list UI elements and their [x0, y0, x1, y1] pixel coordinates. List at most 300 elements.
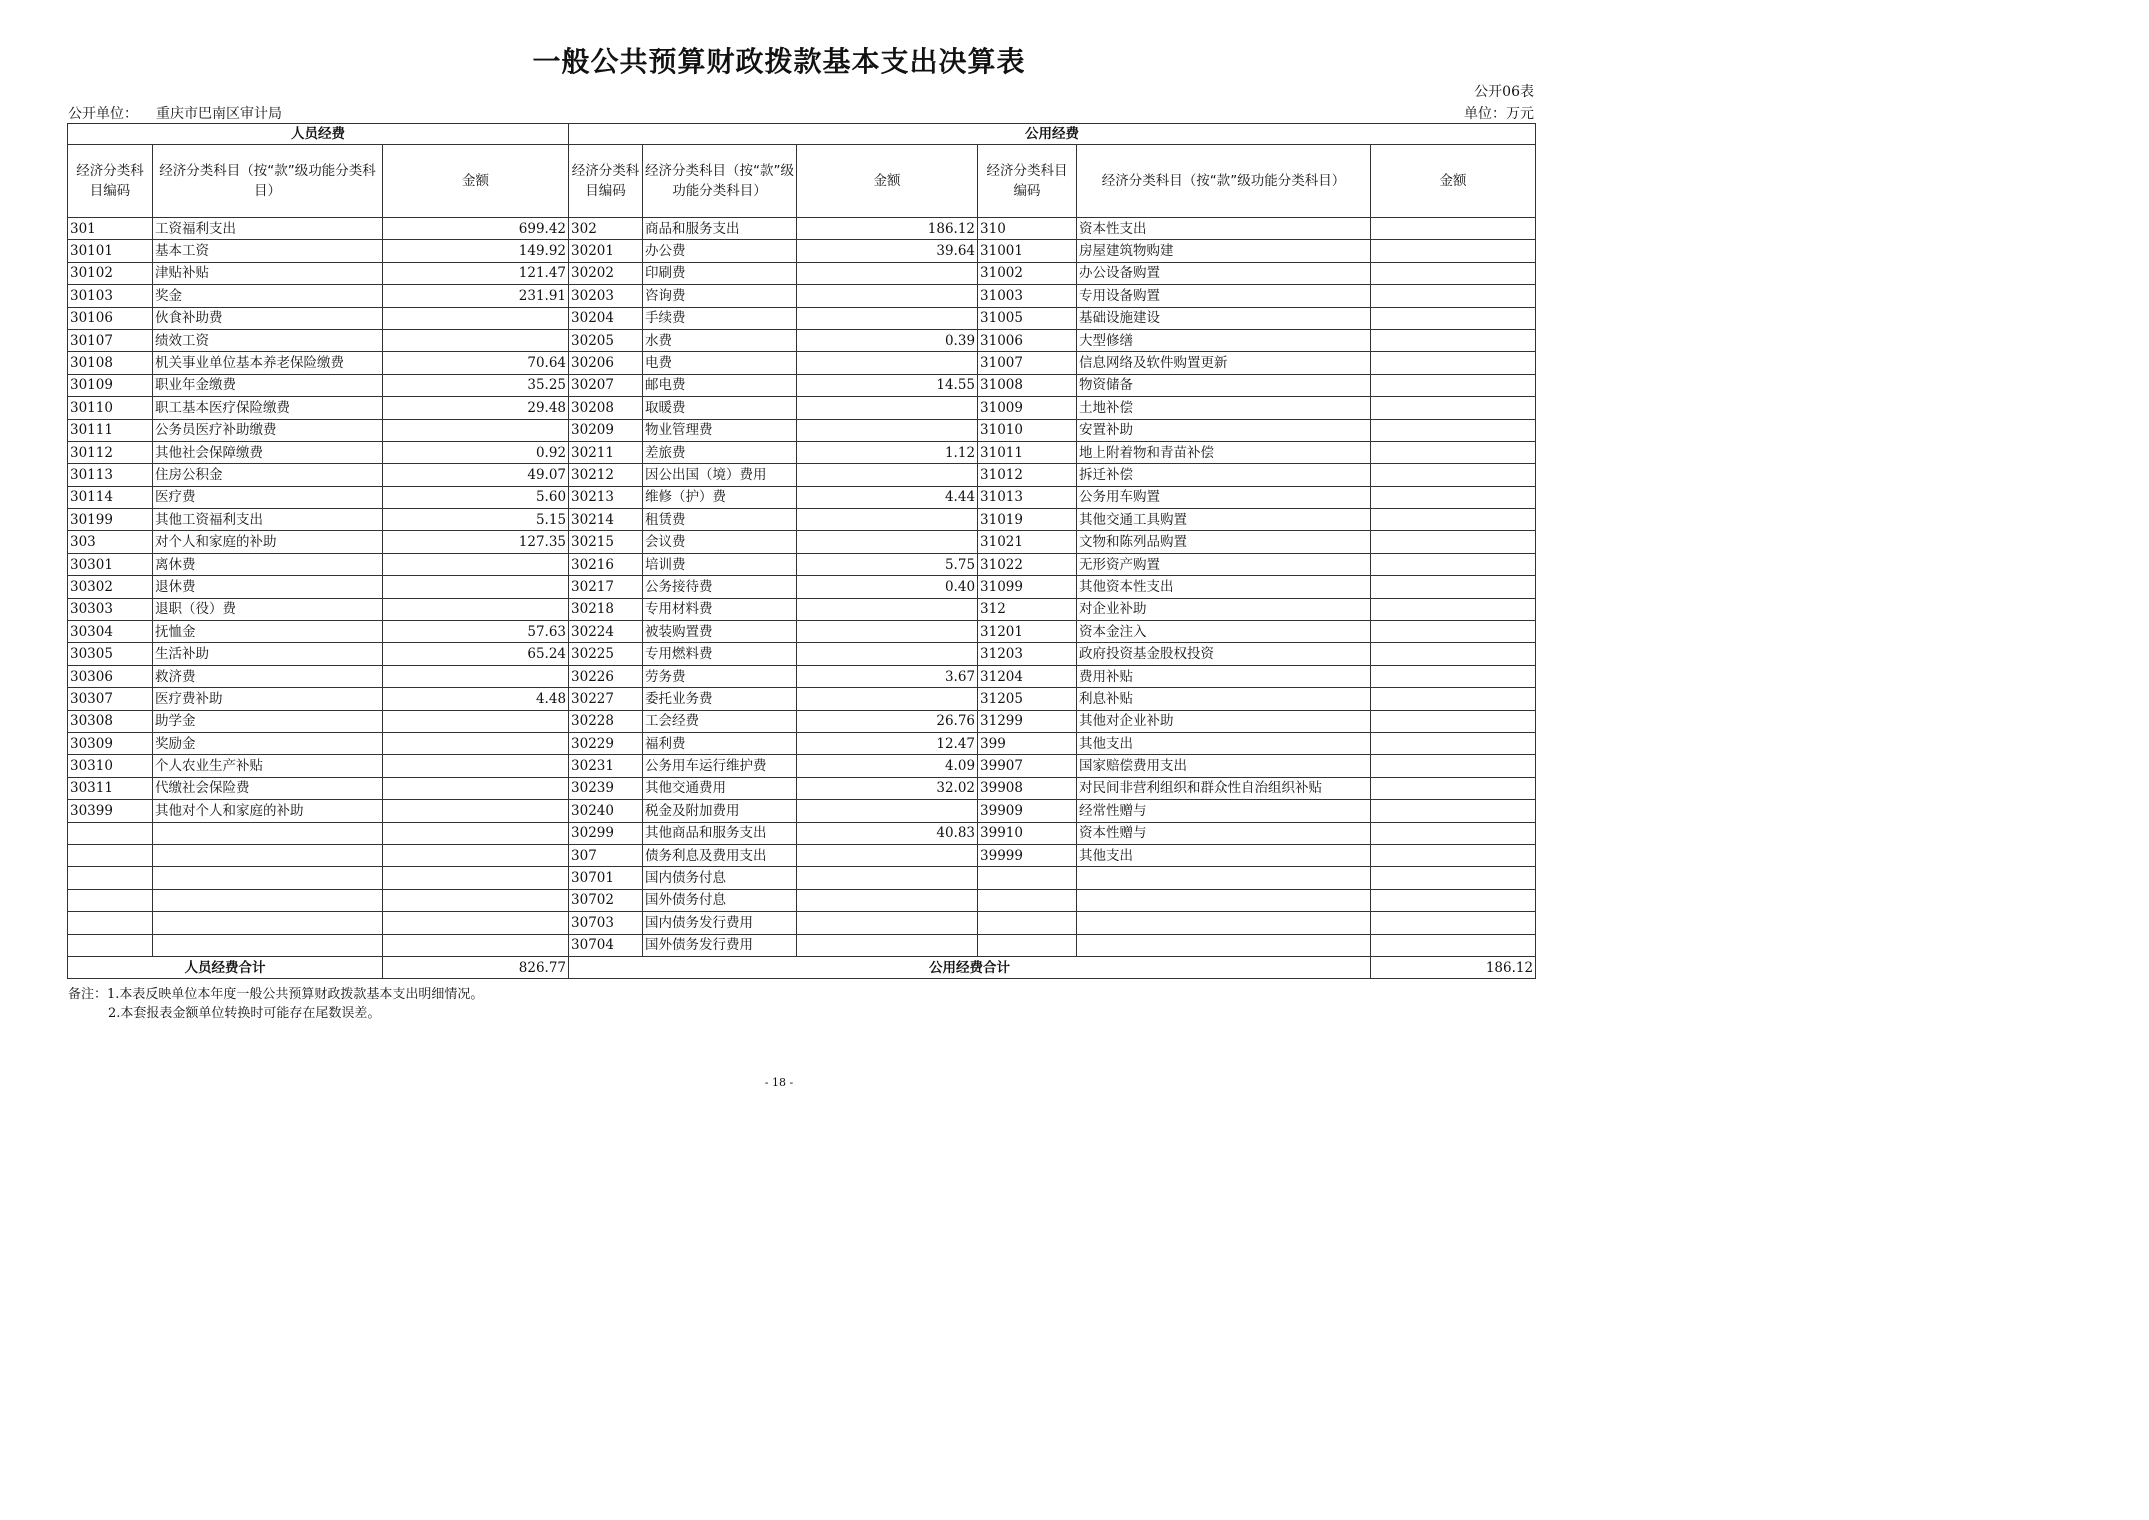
cell-personnel-amount	[383, 934, 569, 956]
cell-personnel-name: 工资福利支出	[153, 218, 383, 240]
table-row	[68, 755, 1536, 777]
cell-goods-code: 30202	[569, 262, 643, 284]
cell-personnel-amount: 231.91	[383, 285, 569, 307]
cell-personnel-name	[153, 912, 383, 934]
cell-capital-name: 其他支出	[1077, 844, 1371, 866]
cell-personnel-name	[153, 867, 383, 889]
cell-goods-name: 国外债务付息	[643, 889, 797, 911]
cell-capital-name: 其他对企业补助	[1077, 710, 1371, 732]
table-row	[68, 710, 1536, 732]
cell-personnel-code: 30308	[68, 710, 153, 732]
group-header-public: 公用经费	[569, 124, 1536, 145]
table-row	[68, 531, 1536, 553]
cell-personnel-amount: 57.63	[383, 621, 569, 643]
col-header-capital-name: 经济分类科目（按“款”级功能分类科目）	[1077, 145, 1371, 218]
cell-goods-name: 维修（护）费	[643, 486, 797, 508]
cell-goods-code: 30217	[569, 576, 643, 598]
cell-personnel-amount	[383, 665, 569, 687]
cell-goods-code: 30211	[569, 441, 643, 463]
cell-goods-amount: 39.64	[797, 240, 978, 262]
cell-goods-code: 30209	[569, 419, 643, 441]
cell-goods-amount	[797, 867, 978, 889]
cell-personnel-amount	[383, 777, 569, 799]
table-row	[68, 576, 1536, 598]
cell-personnel-name: 绩效工资	[153, 329, 383, 351]
cell-personnel-name: 机关事业单位基本养老保险缴费	[153, 352, 383, 374]
cell-capital-amount	[1371, 441, 1536, 463]
cell-capital-amount	[1371, 732, 1536, 754]
cell-goods-code: 30208	[569, 397, 643, 419]
table-row	[68, 509, 1536, 531]
cell-personnel-amount	[383, 419, 569, 441]
cell-personnel-code	[68, 889, 153, 911]
cell-goods-name: 水费	[643, 329, 797, 351]
cell-goods-name: 办公费	[643, 240, 797, 262]
cell-goods-name: 专用燃料费	[643, 643, 797, 665]
cell-goods-code: 30212	[569, 464, 643, 486]
cell-goods-code: 30239	[569, 777, 643, 799]
table-row	[68, 598, 1536, 620]
note-1: 1.本表反映单位本年度一般公共预算财政拨款基本支出明细情况。	[107, 987, 484, 1002]
cell-capital-code: 31099	[978, 576, 1077, 598]
cell-goods-amount	[797, 262, 978, 284]
table-row	[68, 553, 1536, 575]
cell-capital-name: 地上附着物和青苗补偿	[1077, 441, 1371, 463]
cell-goods-amount: 4.44	[797, 486, 978, 508]
table-row	[68, 464, 1536, 486]
cell-personnel-name: 其他工资福利支出	[153, 509, 383, 531]
cell-personnel-name: 职业年金缴费	[153, 374, 383, 396]
cell-goods-name: 培训费	[643, 553, 797, 575]
table-row	[68, 374, 1536, 396]
cell-goods-name: 商品和服务支出	[643, 218, 797, 240]
cell-goods-code: 30207	[569, 374, 643, 396]
cell-capital-code: 31201	[978, 621, 1077, 643]
cell-personnel-name: 奖励金	[153, 732, 383, 754]
cell-personnel-code: 30309	[68, 732, 153, 754]
cell-goods-amount	[797, 307, 978, 329]
col-header-goods-amount: 金额	[797, 145, 978, 218]
cell-capital-amount	[1371, 755, 1536, 777]
cell-capital-code: 39999	[978, 844, 1077, 866]
totals-row	[68, 956, 1536, 978]
cell-capital-name: 物资储备	[1077, 374, 1371, 396]
cell-goods-amount	[797, 598, 978, 620]
cell-capital-code: 39908	[978, 777, 1077, 799]
cell-personnel-name: 离休费	[153, 553, 383, 575]
cell-personnel-code: 30101	[68, 240, 153, 262]
cell-capital-code: 31204	[978, 665, 1077, 687]
cell-capital-amount	[1371, 621, 1536, 643]
cell-capital-code: 31019	[978, 509, 1077, 531]
cell-capital-amount	[1371, 553, 1536, 575]
cell-capital-name: 房屋建筑物购建	[1077, 240, 1371, 262]
cell-capital-amount	[1371, 397, 1536, 419]
cell-personnel-code	[68, 934, 153, 956]
cell-capital-amount	[1371, 509, 1536, 531]
personnel-total-label: 人员经费合计	[68, 956, 383, 978]
cell-personnel-name: 生活补助	[153, 643, 383, 665]
cell-goods-amount	[797, 688, 978, 710]
cell-capital-name: 拆迁补偿	[1077, 464, 1371, 486]
cell-personnel-amount: 5.15	[383, 509, 569, 531]
cell-capital-name: 文物和陈列品购置	[1077, 531, 1371, 553]
group-header-row	[68, 124, 1536, 145]
cell-goods-code: 30224	[569, 621, 643, 643]
cell-goods-amount: 4.09	[797, 755, 978, 777]
cell-goods-code: 30205	[569, 329, 643, 351]
cell-capital-name: 对民间非营利组织和群众性自治组织补贴	[1077, 777, 1371, 799]
cell-goods-amount	[797, 285, 978, 307]
cell-personnel-amount	[383, 576, 569, 598]
cell-capital-code	[978, 912, 1077, 934]
cell-goods-amount	[797, 889, 978, 911]
cell-goods-code: 30201	[569, 240, 643, 262]
cell-goods-name: 委托业务费	[643, 688, 797, 710]
table-row	[68, 777, 1536, 799]
cell-capital-code: 31010	[978, 419, 1077, 441]
cell-goods-amount: 26.76	[797, 710, 978, 732]
cell-goods-name: 福利费	[643, 732, 797, 754]
cell-personnel-amount: 0.92	[383, 441, 569, 463]
cell-capital-amount	[1371, 329, 1536, 351]
cell-capital-name: 无形资产购置	[1077, 553, 1371, 575]
cell-goods-name: 其他商品和服务支出	[643, 822, 797, 844]
cell-capital-name	[1077, 889, 1371, 911]
cell-personnel-code: 30307	[68, 688, 153, 710]
cell-personnel-code	[68, 822, 153, 844]
public-total-label: 公用经费合计	[569, 956, 1371, 978]
cell-personnel-code: 30311	[68, 777, 153, 799]
cell-personnel-amount	[383, 553, 569, 575]
cell-personnel-code: 30110	[68, 397, 153, 419]
cell-capital-amount	[1371, 889, 1536, 911]
cell-capital-name	[1077, 867, 1371, 889]
group-header-personnel: 人员经费	[68, 124, 569, 145]
cell-capital-name: 资本金注入	[1077, 621, 1371, 643]
cell-personnel-code: 30306	[68, 665, 153, 687]
cell-goods-amount	[797, 397, 978, 419]
cell-personnel-amount	[383, 710, 569, 732]
cell-personnel-name	[153, 822, 383, 844]
cell-capital-amount	[1371, 822, 1536, 844]
cell-goods-amount	[797, 464, 978, 486]
col-header-personnel-code: 经济分类科目编码	[68, 145, 153, 218]
cell-capital-code: 31022	[978, 553, 1077, 575]
cell-capital-code: 31005	[978, 307, 1077, 329]
table-row	[68, 240, 1536, 262]
cell-personnel-code: 30108	[68, 352, 153, 374]
cell-capital-name: 利息补贴	[1077, 688, 1371, 710]
cell-personnel-code	[68, 867, 153, 889]
cell-goods-code: 30213	[569, 486, 643, 508]
table-row	[68, 665, 1536, 687]
table-row	[68, 867, 1536, 889]
cell-capital-amount	[1371, 240, 1536, 262]
table-row	[68, 329, 1536, 351]
cell-goods-name: 租赁费	[643, 509, 797, 531]
table-row	[68, 621, 1536, 643]
cell-goods-name: 劳务费	[643, 665, 797, 687]
cell-goods-code: 30203	[569, 285, 643, 307]
cell-goods-name: 公务用车运行维护费	[643, 755, 797, 777]
cell-goods-amount: 3.67	[797, 665, 978, 687]
cell-goods-name: 工会经费	[643, 710, 797, 732]
table-row	[68, 822, 1536, 844]
cell-personnel-name: 津贴补贴	[153, 262, 383, 284]
cell-goods-name: 手续费	[643, 307, 797, 329]
cell-personnel-name: 住房公积金	[153, 464, 383, 486]
cell-personnel-code: 30304	[68, 621, 153, 643]
table-row	[68, 262, 1536, 284]
cell-capital-name: 办公设备购置	[1077, 262, 1371, 284]
cell-capital-code: 399	[978, 732, 1077, 754]
cell-capital-amount	[1371, 307, 1536, 329]
cell-goods-amount	[797, 643, 978, 665]
cell-capital-amount	[1371, 844, 1536, 866]
cell-goods-name: 取暖费	[643, 397, 797, 419]
cell-personnel-code: 30113	[68, 464, 153, 486]
cell-capital-amount	[1371, 576, 1536, 598]
cell-capital-amount	[1371, 419, 1536, 441]
cell-capital-code	[978, 934, 1077, 956]
cell-goods-code: 30299	[569, 822, 643, 844]
cell-personnel-amount	[383, 889, 569, 911]
cell-capital-code: 31002	[978, 262, 1077, 284]
personnel-total-value: 826.77	[383, 956, 569, 978]
cell-capital-name: 其他交通工具购置	[1077, 509, 1371, 531]
cell-capital-name: 专用设备购置	[1077, 285, 1371, 307]
cell-goods-amount: 32.02	[797, 777, 978, 799]
cell-goods-code: 30231	[569, 755, 643, 777]
cell-goods-code: 30226	[569, 665, 643, 687]
cell-goods-amount: 0.40	[797, 576, 978, 598]
cell-capital-amount	[1371, 777, 1536, 799]
cell-personnel-name: 医疗费	[153, 486, 383, 508]
cell-goods-name: 差旅费	[643, 441, 797, 463]
cell-capital-code: 39907	[978, 755, 1077, 777]
cell-goods-code: 30218	[569, 598, 643, 620]
cell-personnel-amount: 127.35	[383, 531, 569, 553]
cell-capital-name: 经常性赠与	[1077, 800, 1371, 822]
cell-personnel-name: 退休费	[153, 576, 383, 598]
cell-capital-name: 国家赔偿费用支出	[1077, 755, 1371, 777]
cell-personnel-amount	[383, 867, 569, 889]
column-header-row	[68, 145, 1536, 218]
cell-personnel-name: 奖金	[153, 285, 383, 307]
cell-goods-amount	[797, 621, 978, 643]
cell-goods-code: 30704	[569, 934, 643, 956]
cell-goods-amount	[797, 531, 978, 553]
cell-goods-name: 国内债务付息	[643, 867, 797, 889]
cell-goods-code: 30701	[569, 867, 643, 889]
table-row	[68, 912, 1536, 934]
cell-goods-code: 30227	[569, 688, 643, 710]
cell-personnel-name: 其他社会保障缴费	[153, 441, 383, 463]
cell-goods-amount: 1.12	[797, 441, 978, 463]
cell-goods-name: 电费	[643, 352, 797, 374]
cell-capital-name: 大型修缮	[1077, 329, 1371, 351]
cell-capital-code: 31008	[978, 374, 1077, 396]
cell-personnel-amount: 4.48	[383, 688, 569, 710]
page-title: 一般公共预算财政拨款基本支出决算表	[532, 45, 1026, 78]
cell-capital-amount	[1371, 218, 1536, 240]
table-row	[68, 307, 1536, 329]
col-header-personnel-amount: 金额	[383, 145, 569, 218]
cell-personnel-amount	[383, 307, 569, 329]
cell-capital-code: 31009	[978, 397, 1077, 419]
cell-capital-amount	[1371, 531, 1536, 553]
cell-personnel-amount	[383, 844, 569, 866]
expenditure-table	[67, 123, 1536, 979]
cell-capital-code: 31203	[978, 643, 1077, 665]
cell-personnel-name: 助学金	[153, 710, 383, 732]
cell-personnel-code: 30399	[68, 800, 153, 822]
cell-goods-code: 30703	[569, 912, 643, 934]
col-header-capital-code: 经济分类科目编码	[978, 145, 1077, 218]
cell-personnel-amount: 70.64	[383, 352, 569, 374]
cell-goods-name: 咨询费	[643, 285, 797, 307]
cell-personnel-name	[153, 844, 383, 866]
cell-capital-amount	[1371, 867, 1536, 889]
cell-goods-name: 印刷费	[643, 262, 797, 284]
cell-capital-code: 312	[978, 598, 1077, 620]
reporting-unit-label: 公开单位：	[68, 106, 138, 122]
note-2: 2.本套报表金额单位转换时可能存在尾数误差。	[108, 1006, 381, 1021]
cell-capital-code: 31013	[978, 486, 1077, 508]
cell-goods-amount: 12.47	[797, 732, 978, 754]
table-row	[68, 800, 1536, 822]
cell-capital-name: 政府投资基金股权投资	[1077, 643, 1371, 665]
cell-capital-code: 31011	[978, 441, 1077, 463]
cell-goods-code: 30206	[569, 352, 643, 374]
cell-goods-name: 物业管理费	[643, 419, 797, 441]
cell-personnel-code: 30305	[68, 643, 153, 665]
cell-goods-code: 30204	[569, 307, 643, 329]
cell-personnel-code: 30103	[68, 285, 153, 307]
cell-personnel-code: 30114	[68, 486, 153, 508]
cell-capital-code: 310	[978, 218, 1077, 240]
cell-personnel-name: 公务员医疗补助缴费	[153, 419, 383, 441]
cell-goods-amount: 5.75	[797, 553, 978, 575]
cell-personnel-amount: 29.48	[383, 397, 569, 419]
cell-goods-name: 邮电费	[643, 374, 797, 396]
footnotes	[68, 985, 483, 1023]
cell-capital-amount	[1371, 262, 1536, 284]
cell-goods-name: 其他交通费用	[643, 777, 797, 799]
cell-capital-code: 39910	[978, 822, 1077, 844]
cell-personnel-name: 医疗费补助	[153, 688, 383, 710]
cell-capital-name: 费用补贴	[1077, 665, 1371, 687]
cell-capital-amount	[1371, 710, 1536, 732]
table-row	[68, 643, 1536, 665]
cell-personnel-name: 其他对个人和家庭的补助	[153, 800, 383, 822]
cell-goods-code: 30225	[569, 643, 643, 665]
cell-personnel-code: 30111	[68, 419, 153, 441]
cell-goods-amount	[797, 419, 978, 441]
cell-personnel-amount	[383, 329, 569, 351]
cell-personnel-name: 伙食补助费	[153, 307, 383, 329]
cell-capital-code	[978, 867, 1077, 889]
cell-goods-amount: 186.12	[797, 218, 978, 240]
cell-personnel-code: 30107	[68, 329, 153, 351]
cell-personnel-name	[153, 934, 383, 956]
cell-capital-code: 31205	[978, 688, 1077, 710]
cell-personnel-amount: 5.60	[383, 486, 569, 508]
cell-capital-code: 31006	[978, 329, 1077, 351]
cell-goods-amount: 14.55	[797, 374, 978, 396]
cell-personnel-amount	[383, 800, 569, 822]
cell-goods-code: 30228	[569, 710, 643, 732]
cell-personnel-amount	[383, 912, 569, 934]
cell-capital-code: 31012	[978, 464, 1077, 486]
col-header-goods-code: 经济分类科目编码	[569, 145, 643, 218]
public-total-value: 186.12	[1371, 956, 1536, 978]
cell-goods-amount	[797, 352, 978, 374]
cell-capital-amount	[1371, 598, 1536, 620]
cell-capital-amount	[1371, 934, 1536, 956]
cell-capital-amount	[1371, 800, 1536, 822]
cell-personnel-name: 退职（役）费	[153, 598, 383, 620]
cell-goods-code: 30229	[569, 732, 643, 754]
table-row	[68, 688, 1536, 710]
cell-personnel-code: 303	[68, 531, 153, 553]
cell-personnel-amount: 699.42	[383, 218, 569, 240]
cell-goods-code: 30702	[569, 889, 643, 911]
currency-unit: 单位：万元	[1464, 106, 1534, 122]
cell-capital-name: 对企业补助	[1077, 598, 1371, 620]
notes-prefix: 备注：	[68, 987, 108, 1002]
cell-personnel-amount	[383, 822, 569, 844]
cell-capital-amount	[1371, 688, 1536, 710]
cell-personnel-code	[68, 844, 153, 866]
cell-capital-name: 其他资本性支出	[1077, 576, 1371, 598]
cell-capital-amount	[1371, 486, 1536, 508]
cell-capital-name: 土地补偿	[1077, 397, 1371, 419]
reporting-unit-name: 重庆市巴南区审计局	[156, 106, 282, 122]
cell-goods-amount	[797, 800, 978, 822]
table-row	[68, 352, 1536, 374]
cell-goods-name: 专用材料费	[643, 598, 797, 620]
cell-goods-name: 会议费	[643, 531, 797, 553]
cell-capital-name: 信息网络及软件购置更新	[1077, 352, 1371, 374]
cell-personnel-code: 30106	[68, 307, 153, 329]
cell-goods-code: 30240	[569, 800, 643, 822]
cell-personnel-code	[68, 912, 153, 934]
cell-capital-code: 39909	[978, 800, 1077, 822]
table-row	[68, 934, 1536, 956]
cell-personnel-code: 30310	[68, 755, 153, 777]
cell-capital-name	[1077, 912, 1371, 934]
cell-goods-name: 国外债务发行费用	[643, 934, 797, 956]
cell-personnel-code: 30102	[68, 262, 153, 284]
cell-capital-amount	[1371, 352, 1536, 374]
cell-goods-code: 307	[569, 844, 643, 866]
cell-goods-amount	[797, 912, 978, 934]
cell-personnel-code: 30112	[68, 441, 153, 463]
cell-personnel-name: 抚恤金	[153, 621, 383, 643]
table-row	[68, 218, 1536, 240]
table-row	[68, 397, 1536, 419]
cell-goods-code: 30216	[569, 553, 643, 575]
cell-capital-code: 31007	[978, 352, 1077, 374]
cell-capital-name: 公务用车购置	[1077, 486, 1371, 508]
cell-personnel-amount	[383, 598, 569, 620]
cell-capital-amount	[1371, 464, 1536, 486]
col-header-personnel-name: 经济分类科目（按“款”级功能分类科目）	[153, 145, 383, 218]
cell-capital-amount	[1371, 665, 1536, 687]
cell-personnel-code: 301	[68, 218, 153, 240]
